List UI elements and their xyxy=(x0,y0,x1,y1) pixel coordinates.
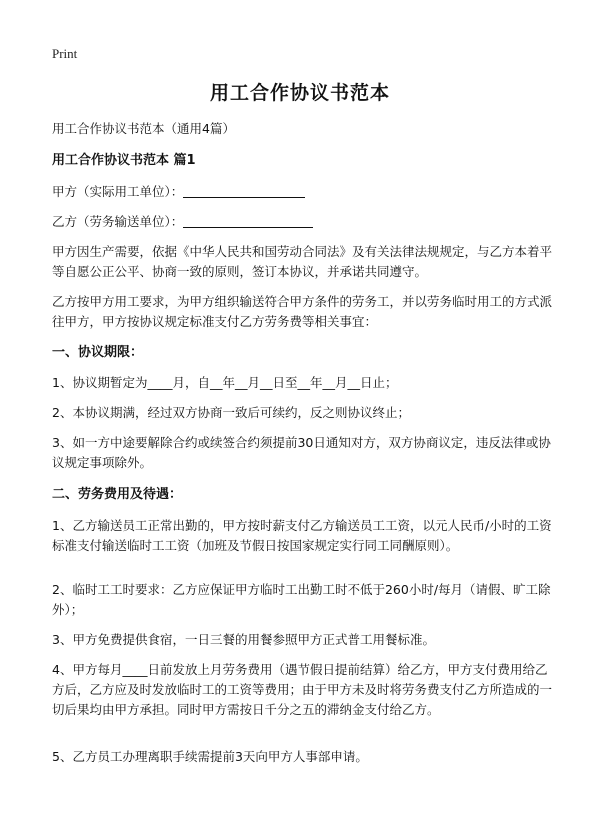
party-a-blank xyxy=(183,183,305,198)
document-title: 用工合作协议书范本 xyxy=(209,82,390,104)
print-label: Print xyxy=(52,46,78,61)
intro-paragraph-2: 乙方按甲方用工要求，为甲方组织输送符合甲方条件的劳务工，并以劳务临时用工的方式派往甲方，甲方按协议规定标准支付乙方劳务费等相关事宜： xyxy=(52,294,553,329)
party-b-line xyxy=(52,212,552,232)
term-item-2: 2、本协议期满，经过双方协商一致后可续约，反之则协议终止； xyxy=(52,405,410,420)
party-a-line xyxy=(52,182,552,202)
fee-item-4: 4、甲方每月____日前发放上月劳务费用（遇节假日提前结算）给乙方，甲方支付费用给乙方后，乙方应及时发放临时工的工资等费用；由于甲方未及时将劳务费支付乙方所造成的一切后果均由甲方承担。同时甲方需按日千分之五的滞纳金支付给乙方。 xyxy=(52,662,553,717)
intro-paragraph-1: 甲方因生产需要，依据《中华人民共和国劳动合同法》及有关法律法规规定，与乙方本着平等自愿公正公平、协商一致的原则，签订本协议，并承诺共同遵守。 xyxy=(52,244,553,279)
section-title: 用工合作协议书范本 篇1 xyxy=(52,153,196,168)
party-a-label: 甲方（实际用工单位）： xyxy=(52,184,184,199)
heading-labor-fees: 二、劳务费用及待遇： xyxy=(52,487,183,502)
term-item-3: 3、如一方中途要解除合约或续签合约须提前30日通知对方，双方协商议定，违反法律或协议规定事项除外。 xyxy=(52,435,551,470)
party-b-label: 乙方（劳务输送单位）： xyxy=(52,214,184,229)
term-item-1: 1、协议期暂定为____月，自__年__月__日至__年__月__日止； xyxy=(52,375,398,390)
party-b-blank xyxy=(183,213,313,228)
fee-item-1: 1、乙方输送员工正常出勤的，甲方按时薪支付乙方输送员工工资，以元人民币/小时的工资标准支付输送临时工工资（加班及节假日按国家规定实行同工同酬原则）。 xyxy=(52,518,552,553)
fee-item-3: 3、甲方免费提供食宿，一日三餐的用餐参照甲方正式普工用餐标准。 xyxy=(52,632,435,647)
document-subtitle: 用工合作协议书范本（通用4篇） xyxy=(52,121,235,136)
heading-agreement-term: 一、协议期限： xyxy=(52,345,144,360)
fee-item-5: 5、乙方员工办理离职手续需提前3天向甲方人事部申请。 xyxy=(52,749,368,764)
fee-item-2: 2、临时工工时要求：乙方应保证甲方临时工出勤工时不低于260小时/每月（请假、旷工除外）； xyxy=(52,582,551,617)
